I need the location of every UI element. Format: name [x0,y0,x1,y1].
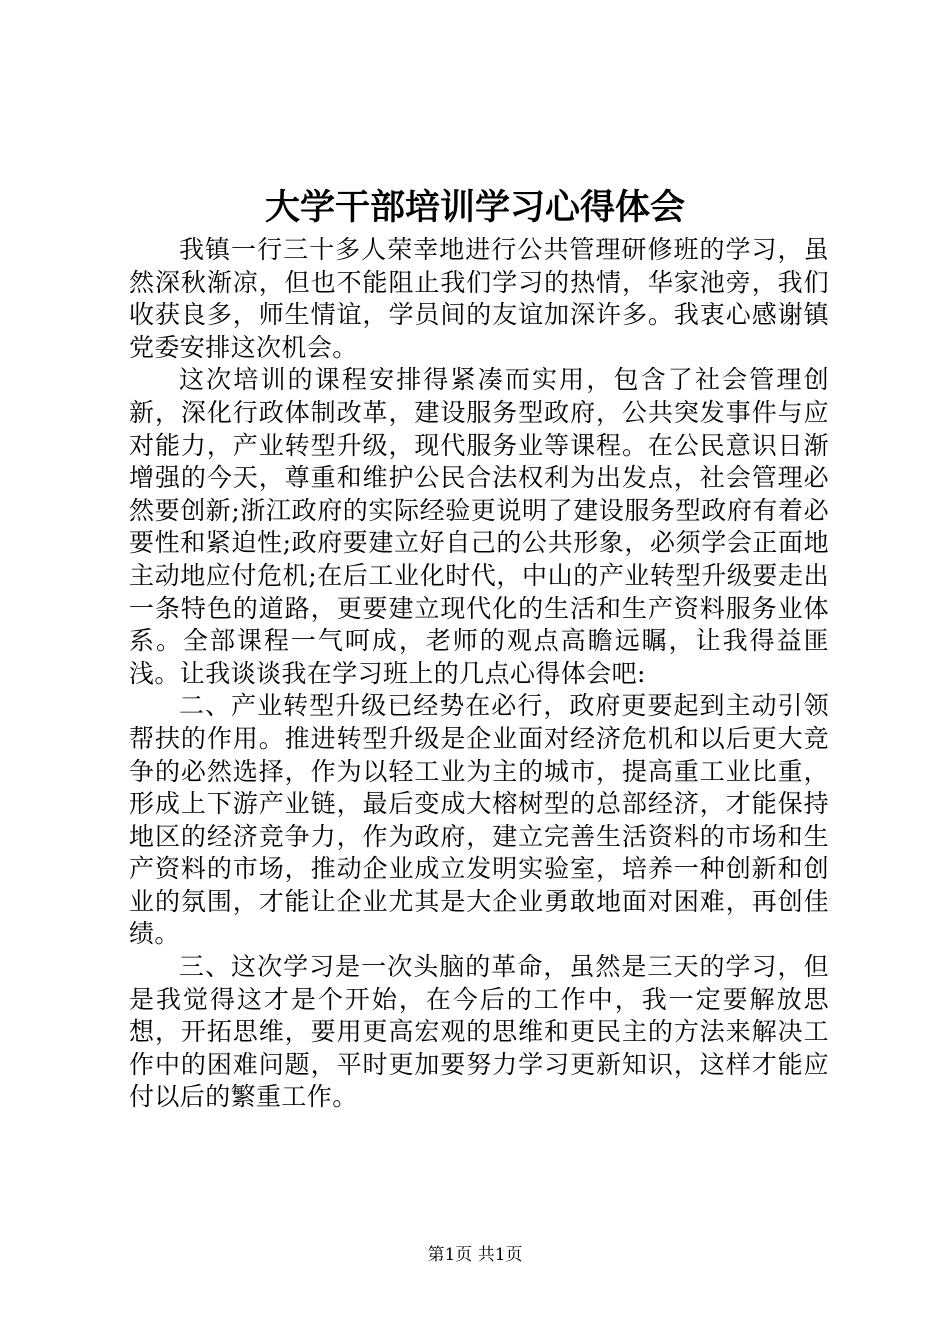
paragraph-1: 我镇一行三十多人荣幸地进行公共管理研修班的学习，虽然深秋渐凉，但也不能阻止我们学习的热情，华家池旁，我们收获良多，师生情谊，学员间的友谊加深许多。我衷心感谢镇党委安排这次机会。 [129,235,829,362]
document-title: 大学干部培训学习心得体会 [264,187,685,228]
document-body [129,234,829,1114]
page-number-footer: 第1页 共1页 [427,1245,523,1265]
paragraph-4: 三、这次学习是一次头脑的革命，虽然是三天的学习，但是我觉得这才是个开始，在今后的工作中，我一定要解放思想，开拓思维，要用更高宏观的思维和更民主的方法来解决工作中的困难问题，平时更加要努力学习更新知识，这样才能应付以后的繁重工作。 [129,952,829,1112]
paragraph-3: 二、产业转型升级已经势在必行，政府更要起到主动引领帮扶的作用。推进转型升级是企业面对经济危机和以后更大竞争的必然选择，作为以轻工业为主的城市，提高重工业比重，形成上下游产业链，最后变成大榕树型的总部经济，才能保持地区的经济竞争力，作为政府，建立完善生活资料的市场和生产资料的市场，推动企业成立发明实验室，培养一种创新和创业的氛围，才能让企业尤其是大企业勇敢地面对困难，再创佳绩。 [129,691,829,949]
paragraph-2: 这次培训的课程安排得紧凑而实用，包含了社会管理创新，深化行政体制改革，建设服务型政府，公共突发事件与应对能力，产业转型升级，现代服务业等课程。在公民意识日渐增强的今天，尊重和维护公民合法权利为出发点，社会管理必然要创新;浙江政府的实际经验更说明了建设服务型政府有着必要性和紧迫性;政府要建立好自己的公共形象，必须学会正面地主动地应付危机;在后工业化时代，中山的产业转型升级要走出一条特色的道路，更要建立现代化的生活和生产资料服务业体系。全部课程一气呵成，老师的观点高瞻远瞩，让我得益匪浅。让我谈谈我在学习班上的几点心得体会吧: [129,365,829,688]
